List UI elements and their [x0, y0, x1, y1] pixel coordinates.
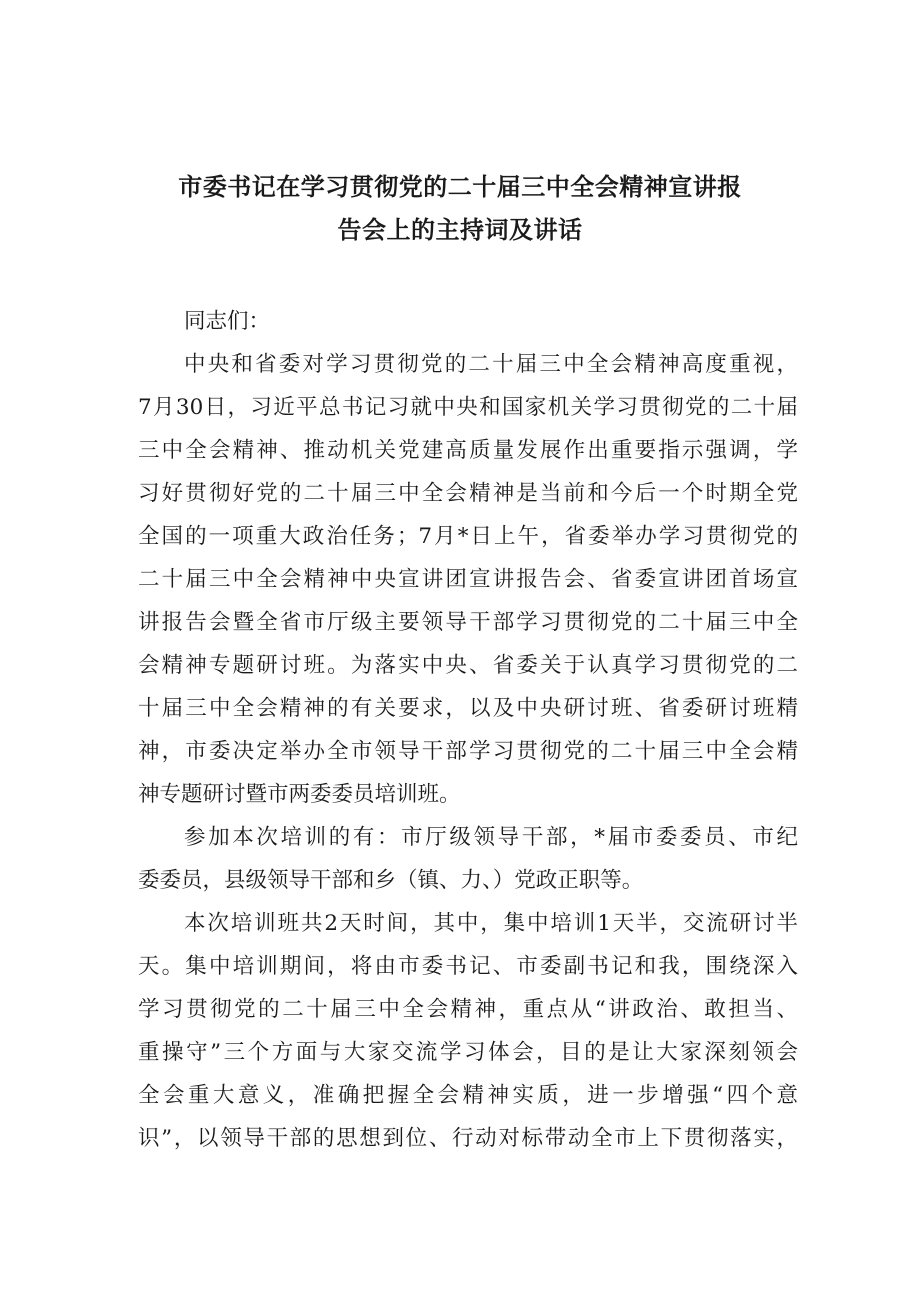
salutation: 同志们： — [184, 309, 271, 334]
paragraph-1-line-2: 7月30日，习近平总书记习就中央和国家机关学习贯彻党的二十届 — [138, 395, 798, 420]
paragraph-3-line-1: 本次培训班共2天时间，其中，集中培训1天半，交流研讨半 — [184, 911, 798, 936]
paragraph-2-line-1: 参加本次培训的有：市厅级领导干部，*届市委委员、市纪 — [184, 825, 798, 850]
paragraph-1-line-5: 全国的一项重大政治任务；7月*日上午，省委举办学习贯彻党的 — [138, 524, 798, 549]
document-title — [140, 166, 780, 252]
paragraph-1-line-8: 会精神专题研讨班。为落实中央、省委关于认真学习贯彻党的二 — [138, 653, 798, 678]
paragraph-2-line-2: 委委员，县级领导干部和乡（镇、力、）党政正职等。 — [138, 868, 644, 893]
paragraph-1-line-11: 神专题研讨暨市两委委员培训班。 — [138, 782, 461, 807]
paragraph-1-line-9: 十届三中全会精神的有关要求，以及中央研讨班、省委研讨班精 — [138, 696, 798, 721]
document-body — [138, 300, 798, 1160]
paragraph-1-line-7: 讲报告会暨全省市厅级主要领导干部学习贯彻党的二十届三中全 — [138, 610, 798, 635]
paragraph-1-line-3: 三中全会精神、推动机关党建高质量发展作出重要指示强调，学 — [138, 438, 798, 463]
paragraph-3-line-6: 识”，以领导干部的思想到位、行动对标带动全市上下贯彻落实， — [138, 1126, 798, 1151]
paragraph-3-line-3: 学习贯彻党的二十届三中全会精神，重点从“讲政治、敢担当、 — [138, 997, 798, 1022]
paragraph-1-line-4: 习好贯彻好党的二十届三中全会精神是当前和今后一个时期全党 — [138, 481, 798, 506]
title-line-2: 告会上的主持词及讲话 — [337, 216, 583, 244]
title-line-1: 市委书记在学习贯彻党的二十届三中全会精神宣讲报 — [178, 173, 742, 201]
paragraph-1-line-1: 中央和省委对学习贯彻党的二十届三中全会精神高度重视， — [184, 352, 798, 377]
paragraph-1-line-6: 二十届三中全会精神中央宣讲团宣讲报告会、省委宣讲团首场宣 — [138, 567, 798, 592]
paragraph-3-line-2: 天。集中培训期间，将由市委书记、市委副书记和我，围绕深入 — [138, 954, 798, 979]
paragraph-1-line-10: 神，市委决定举办全市领导干部学习贯彻党的二十届三中全会精 — [138, 739, 798, 764]
paragraph-3-line-4: 重操守”三个方面与大家交流学习体会，目的是让大家深刻领会 — [138, 1040, 798, 1065]
paragraph-3-line-5: 全会重大意义，准确把握全会精神实质，进一步增强“四个意 — [138, 1083, 798, 1108]
